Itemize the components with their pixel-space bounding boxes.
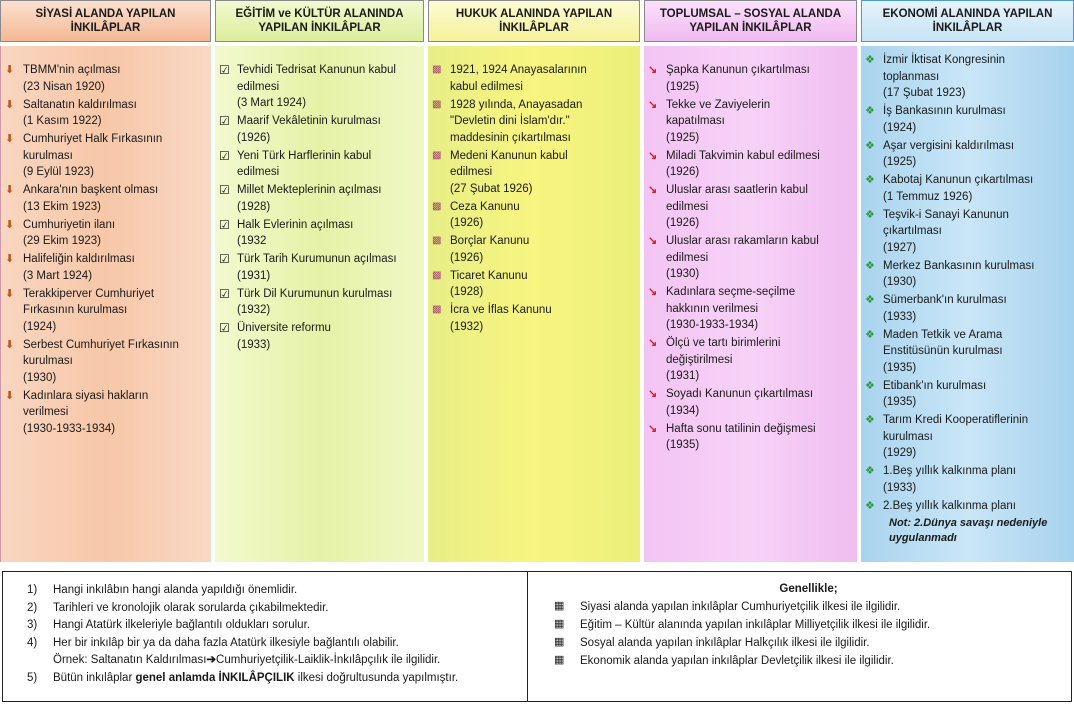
item-text: Terakkiperver Cumhuriyet: [23, 287, 155, 300]
economy-header: EKONOMİ ALANINDA YAPILAN İNKILÂPLAR: [861, 0, 1074, 42]
education-header: EĞİTİM ve KÜLTÜR ALANINDA YAPILAN İNKILÂPLAR: [215, 0, 424, 42]
item-text: edilmesi: [237, 166, 280, 178]
arrow-down-bullet-icon: ⬇: [5, 389, 15, 402]
item-text: Ankara'nın başkent olması: [23, 184, 159, 196]
green-diamond-bullet-icon: ❖: [865, 259, 875, 272]
item-text: (3 Mart 1924): [23, 269, 93, 282]
item-text: (1926): [666, 217, 700, 229]
item-text: Türk Dil Kurumunun kurulması: [237, 287, 393, 300]
social-header: TOPLUMSAL – SOSYAL ALANDA YAPILAN İNKILÂPLAR: [644, 0, 857, 42]
general-item: ▦ Siyasi alanda yapılan inkılâplar Cumhuriyetçilik ilkesi ile ilgilidir.: [554, 598, 1063, 616]
list-item: [865, 207, 1068, 257]
item-text: Üniversite reformu: [237, 322, 331, 334]
arrow-down-bullet-icon: ⬇: [5, 218, 15, 231]
item-text: (27 Şubat 1926): [450, 182, 533, 195]
list-item: [219, 113, 418, 146]
item-text: Aşar vergisini kaldırılması: [883, 139, 1015, 152]
green-diamond-bullet-icon: ❖: [865, 54, 875, 66]
checkbox-bullet-icon: ☑: [219, 183, 230, 197]
item-text: toplanması: [883, 70, 940, 83]
green-diamond-bullet-icon: ❖: [865, 499, 875, 512]
red-arrow-bullet-icon: ↘: [648, 184, 658, 196]
list-item: [865, 103, 1068, 136]
item-text: (1930-1933-1934): [666, 319, 759, 331]
item-text: edilmesi: [450, 166, 493, 178]
item-text: (1930): [23, 371, 57, 384]
list-item: [865, 172, 1068, 205]
list-item: [5, 251, 205, 284]
general-item: ▦ Ekonomik alanda yapılan inkılâplar Devletçilik ilkesi ile ilgilidir.: [554, 652, 1063, 670]
education-list: [215, 46, 424, 562]
item-text: "Devletin dini İslam'dır.": [450, 115, 570, 127]
item-text: Türk Tarih Kurumunun açılması: [237, 253, 397, 265]
social-column: [644, 0, 857, 562]
item-text: kabul edilmesi: [450, 80, 523, 93]
item-text: (1 Kasım 1922): [23, 115, 102, 127]
item-text: (9 Eylül 1923): [23, 166, 94, 178]
item-text: (1930): [666, 268, 700, 280]
item-text: Kadınlara seçme-seçilme: [666, 286, 796, 298]
list-item: [648, 62, 851, 95]
item-text: (1931): [666, 370, 700, 382]
red-arrow-bullet-icon: ↘: [648, 98, 658, 111]
item-text: (1928): [237, 200, 271, 213]
list-item: [865, 138, 1068, 171]
box-bullet-icon: ▩: [432, 64, 442, 75]
item-text: Tarım Kredi Kooperatiflerinin: [883, 414, 1029, 426]
red-arrow-bullet-icon: ↘: [648, 286, 658, 298]
list-item: [432, 148, 634, 198]
item-text: (1 Temmuz 1926): [883, 190, 973, 203]
item-text: (1926): [450, 251, 484, 264]
list-item: [432, 62, 634, 95]
item-text: (1930-1933-1934): [23, 422, 116, 435]
green-diamond-bullet-icon: ❖: [865, 414, 875, 426]
red-arrow-bullet-icon: ↘: [648, 64, 658, 76]
green-diamond-bullet-icon: ❖: [865, 465, 875, 477]
item-text: (3 Mart 1924): [237, 97, 307, 109]
item-text: edilmesi: [237, 80, 280, 93]
item-text: (23 Nisan 1920): [23, 80, 105, 93]
red-arrow-bullet-icon: ↘: [648, 235, 658, 247]
list-item: [865, 412, 1068, 462]
item-text: 1921, 1924 Anayasalarının: [450, 64, 587, 76]
political-column: [0, 0, 211, 562]
item-text: (1927): [883, 241, 917, 254]
list-item: [219, 217, 418, 250]
list-item: [648, 233, 851, 283]
arrow-down-bullet-icon: ⬇: [5, 253, 15, 265]
item-text: 1928 yılında, Anayasadan: [450, 98, 583, 111]
note-item: 4) Her bir inkılâp bir ya da daha fazla Atatürk ilkesiyle bağlantılı olabilir.: [27, 636, 399, 649]
red-arrow-bullet-icon: ↘: [648, 149, 658, 162]
note-item: 5) Bütün inkılâplar genel anlamda İNKILÂPÇILIK ilkesi doğrultusunda yapılmıştır.: [27, 671, 459, 684]
list-item: [865, 258, 1068, 291]
item-text: verilmesi: [23, 406, 69, 418]
list-item: [5, 62, 205, 95]
note-item: 3) Hangi Atatürk ilkeleriyle bağlantılı oldukları sorulur.: [27, 619, 310, 631]
list-item: [648, 335, 851, 385]
note-item: 2) Tarihleri ve kronolojik olarak sorularda çıkabilmektedir.: [27, 601, 329, 614]
item-text: (1931): [237, 269, 271, 282]
item-text: Maden Tetkik ve Arama: [883, 328, 1003, 341]
box-bullet-icon: ▩: [432, 149, 442, 161]
list-item: [865, 52, 1068, 102]
item-text: Enstitüsünün kurulması: [883, 345, 1003, 357]
item-text: kurulması: [883, 430, 933, 443]
checkbox-bullet-icon: ☑: [219, 252, 230, 266]
green-diamond-bullet-icon: ❖: [865, 208, 875, 221]
arrow-down-bullet-icon: ⬇: [5, 287, 15, 300]
item-text: (1928): [450, 286, 484, 298]
green-diamond-bullet-icon: ❖: [865, 139, 875, 152]
item-text: Hafta sonu tatilinin değişmesi: [666, 422, 816, 435]
note-item: 1) Hangi inkılâbın hangi alanda yapıldığı önemlidir.: [27, 584, 298, 596]
item-text: (29 Ekim 1923): [23, 235, 101, 247]
item-text: Saltanatın kaldırılması: [23, 98, 137, 111]
economy-column: [861, 0, 1074, 562]
item-text: Halk Evlerinin açılması: [237, 218, 354, 231]
list-item: [5, 131, 205, 181]
box-bullet-icon: ▩: [432, 200, 442, 212]
item-text: maddesinin çıkartılması: [450, 131, 571, 144]
item-text: İş Bankasının kurulması: [883, 105, 1006, 117]
item-text: (1932): [450, 320, 484, 333]
item-text: (1926): [237, 131, 271, 144]
item-text: (1932: [237, 235, 267, 247]
item-text: Kadınlara siyasi hakların: [23, 389, 149, 402]
item-text: hakkının verilmesi: [666, 302, 759, 315]
law-header: HUKUK ALANINDA YAPILAN İNKILÂPLAR: [428, 0, 640, 42]
green-diamond-bullet-icon: ❖: [865, 379, 875, 392]
list-item: [5, 182, 205, 215]
list-item: [219, 251, 418, 284]
checkbox-bullet-icon: ☑: [219, 148, 230, 163]
social-list: [644, 46, 857, 562]
checkbox-bullet-icon: ☑: [219, 286, 230, 301]
arrow-down-bullet-icon: ⬇: [5, 184, 15, 196]
list-item: [648, 284, 851, 334]
item-text: Kabotaj Kanunun çıkartılması: [883, 174, 1034, 186]
item-text: Medeni Kanunun kabul: [450, 149, 568, 162]
general-box: [528, 571, 1072, 702]
checkbox-bullet-icon: ☑: [219, 217, 230, 232]
item-text: Borçlar Kanunu: [450, 235, 530, 247]
red-arrow-bullet-icon: ↘: [648, 337, 658, 349]
list-item: [219, 148, 418, 181]
list-item: [865, 378, 1068, 411]
list-item: [432, 97, 634, 147]
box-bullet-icon: ▩: [432, 269, 442, 281]
green-diamond-bullet-icon: ❖: [865, 174, 875, 186]
item-text: Millet Mekteplerinin açılması: [237, 184, 382, 196]
grid-bullet-icon: ▦: [554, 600, 565, 612]
checkbox-bullet-icon: ☑: [219, 321, 230, 335]
item-text: TBMM'nin açılması: [23, 64, 121, 76]
green-diamond-bullet-icon: ❖: [865, 105, 875, 117]
item-text: Teşvik-i Sanayi Kanunun: [883, 208, 1009, 221]
item-text: İcra ve İflas Kanunu: [450, 304, 552, 316]
item-text: (1926): [450, 217, 484, 229]
list-item: [219, 62, 418, 112]
general-item: ▦ Sosyal alanda yapılan inkılâplar Halkçılık ilkesi ile ilgilidir.: [554, 634, 1063, 652]
arrow-down-bullet-icon: ⬇: [5, 338, 15, 351]
list-item: [865, 498, 1068, 515]
list-item: [5, 217, 205, 250]
item-text: (1926): [666, 166, 700, 178]
item-text: Halifeliğin kaldırılması: [23, 253, 135, 265]
item-text: Miladi Takvimin kabul edilmesi: [666, 149, 820, 162]
item-text: Soyadı Kanunun çıkartılması: [666, 388, 814, 400]
grid-bullet-icon: ▦: [554, 654, 565, 666]
item-text: (1935): [666, 439, 700, 451]
item-text: Tevhidi Tedrisat Kanunun kabul: [237, 64, 396, 76]
general-item: ▦ Eğitim – Kültür alanında yapılan inkılâplar Milliyetçilik ilkesi ile ilgilidir.: [554, 616, 1063, 634]
item-text: Sümerbank'ın kurulması: [883, 294, 1007, 306]
item-text: Ölçü ve tartı birimlerini: [666, 337, 781, 349]
item-text: Ticaret Kanunu: [450, 269, 528, 282]
list-item: [432, 233, 634, 266]
item-text: Fırkasının kurulması: [23, 304, 128, 316]
list-item: [865, 463, 1068, 496]
item-text: Yeni Türk Harflerinin kabul: [237, 149, 372, 162]
item-text: Cumhuriyetin ilanı: [23, 218, 116, 231]
list-item: [5, 97, 205, 130]
arrow-down-bullet-icon: ⬇: [5, 98, 15, 111]
item-text: (1929): [883, 447, 917, 459]
checkbox-bullet-icon: ☑: [219, 114, 230, 128]
item-text: çıkartılması: [883, 225, 942, 237]
item-text: Serbest Cumhuriyet Fırkasının: [23, 338, 179, 351]
item-text: (1930): [883, 276, 917, 288]
box-bullet-icon: ▩: [432, 98, 442, 110]
item-text: (13 Ekim 1923): [23, 200, 101, 213]
item-text: Uluslar arası rakamların kabul: [666, 235, 819, 247]
list-item: [865, 327, 1068, 377]
green-diamond-bullet-icon: ❖: [865, 328, 875, 341]
item-text: Şapka Kanunun çıkartılması: [666, 64, 810, 76]
checkbox-bullet-icon: ☑: [219, 63, 230, 77]
item-text: 1.Beş yıllık kalkınma planı: [883, 465, 1016, 477]
list-item: [219, 286, 418, 319]
item-text: (1933): [883, 310, 917, 323]
list-item: [648, 421, 851, 454]
item-text: (1933): [237, 338, 271, 351]
list-item: [432, 302, 634, 335]
law-list: [428, 46, 640, 562]
list-item: [5, 286, 205, 336]
item-text: edilmesi: [666, 200, 709, 213]
item-text: (1925): [883, 156, 917, 168]
list-item: [648, 182, 851, 232]
list-item: [219, 320, 418, 353]
item-text: (1935): [883, 361, 917, 374]
item-text: (1924): [23, 320, 57, 333]
grid-bullet-icon: ▦: [554, 636, 565, 648]
item-text: Cumhuriyet Halk Fırkasının: [23, 133, 163, 145]
political-header: SİYASİ ALANDA YAPILAN İNKILÂPLAR: [0, 0, 211, 42]
item-text: (1924): [883, 121, 917, 134]
item-text: kurulması: [23, 149, 73, 162]
item-text: (1925): [666, 80, 700, 93]
item-text: Uluslar arası saatlerin kabul: [666, 184, 808, 196]
law-column: [428, 0, 640, 562]
list-item: [219, 182, 418, 215]
item-text: kapatılması: [666, 115, 725, 127]
education-column: [215, 0, 424, 562]
arrow-down-bullet-icon: ⬇: [5, 64, 15, 76]
grid-bullet-icon: ▦: [554, 618, 565, 630]
item-text: kurulması: [23, 355, 73, 367]
item-text: (1934): [666, 404, 700, 417]
notes-box: [2, 571, 528, 702]
box-bullet-icon: ▩: [432, 235, 442, 246]
item-text: (1933): [883, 481, 917, 494]
list-item: [432, 268, 634, 301]
item-text: Maarif Vekâletinin kurulması: [237, 115, 381, 127]
item-text: (1925): [666, 131, 700, 144]
item-text: Ceza Kanunu: [450, 200, 520, 213]
item-text: Merkez Bankasının kurulması: [883, 259, 1035, 272]
list-item: [648, 148, 851, 181]
item-text: edilmesi: [666, 251, 709, 264]
item-text: (17 Şubat 1923): [883, 87, 966, 99]
example-line: Örnek: Saltanatın Kaldırılması➔Cumhuriyetçilik-Laiklik-İnkılâpçılık ile ilgilidir.: [53, 654, 441, 666]
red-arrow-bullet-icon: ↘: [648, 422, 658, 435]
item-text: Tekke ve Zaviyelerin: [666, 98, 771, 111]
economy-list: [861, 46, 1074, 562]
political-list: [0, 46, 211, 562]
item-text: (1932): [237, 304, 271, 316]
arrow-down-bullet-icon: ⬇: [5, 133, 15, 145]
item-text: 2.Beş yıllık kalkınma planı: [883, 499, 1016, 512]
economy-note: Not: 2.Dünya savaşı nedeniyle uygulanmadı: [889, 516, 1048, 544]
list-item: [432, 199, 634, 232]
item-text: İzmir İktisat Kongresinin: [883, 54, 1006, 66]
item-text: Etibank'ın kurulması: [883, 379, 987, 392]
green-diamond-bullet-icon: ❖: [865, 294, 875, 306]
red-arrow-bullet-icon: ↘: [648, 388, 658, 400]
list-item: [5, 337, 205, 387]
list-item: [5, 388, 205, 438]
general-title: Genellikle;: [779, 583, 838, 595]
list-item: [648, 97, 851, 147]
box-bullet-icon: ▩: [432, 304, 442, 315]
item-text: (1935): [883, 396, 917, 408]
item-text: değiştirilmesi: [666, 353, 733, 366]
list-item: [865, 292, 1068, 325]
list-item: [648, 386, 851, 419]
